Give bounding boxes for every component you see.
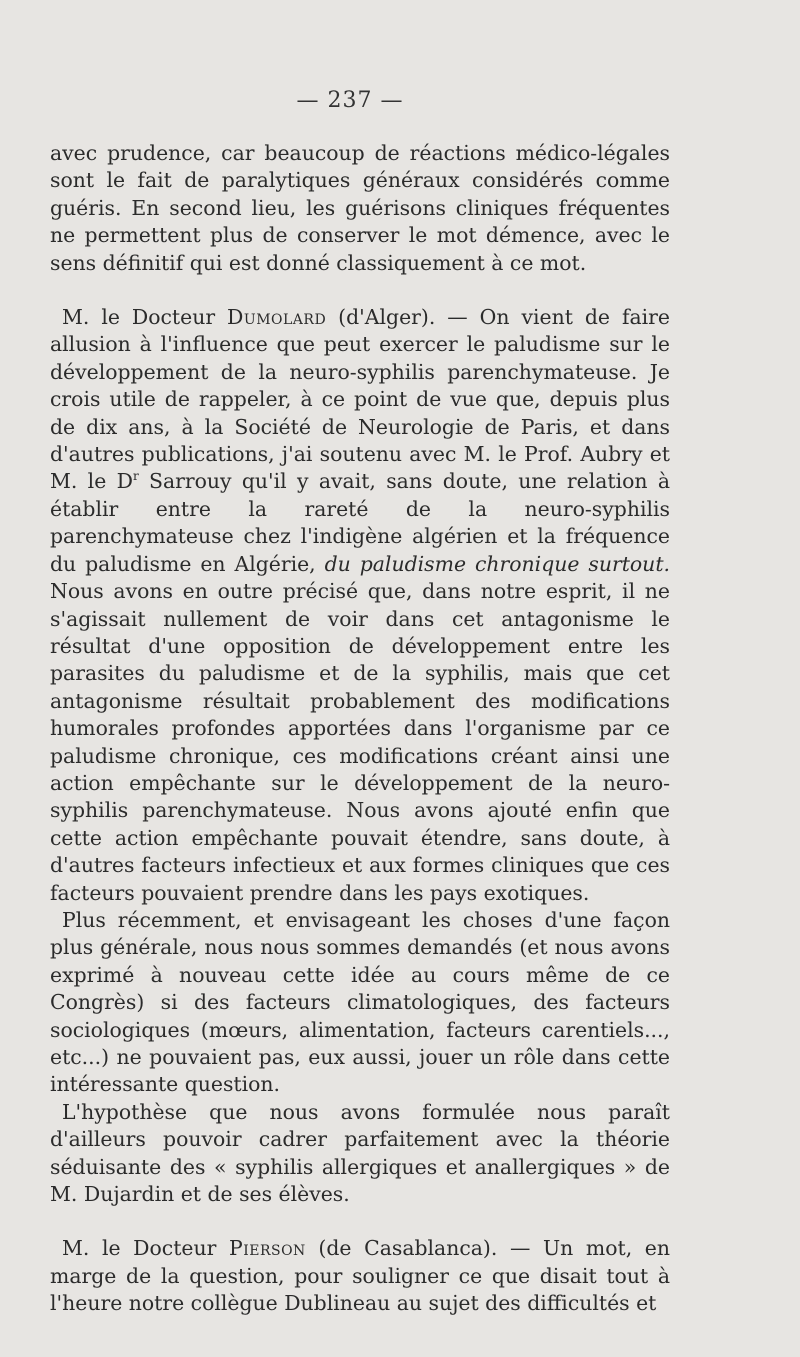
page-number: — 237 — [296, 88, 404, 113]
paragraph-2-text-cont: Sarrouy qu'il y avait, sans doute, une relation à établir entre la rareté de la neuro-syphilis parenchymateuse chez l'indigène algérien et la fréquence du paludisme en Algérie, [50, 469, 670, 576]
doctor-abbrev-sup: r [132, 469, 139, 484]
paragraph-2-text-rest: Nous avons en outre précisé que, dans notre esprit, il ne s'agissait nullement de voir dans cet antagonisme le résultat d'une opposition de développement entre les parasites du paludisme et de la syphilis, mais que cet antagonisme résultait probablement des modifications humorales profondes apportées dans l'organisme par ce paludisme chronique, ces modifications créant ainsi une action empêchante sur le développement de la neuro-syphilis parenchymateuse. Nous avons ajouté enfin que cette action empêchante pouvait étendre, sans doute, à d'autres facteurs infectieux et aux formes cliniques que ces facteurs pouvaient prendre dans les pays exotiques. [50, 579, 670, 905]
paragraph-5-text: (de Casablanca). — Un mot, en marge de la question, pour souligner ce que disait tout à l'heure notre collègue Dublineau au sujet des difficultés et [50, 1236, 670, 1316]
speaker-name-dumolard: Dumolard [227, 305, 327, 330]
paragraph-4: L'hypothèse que nous avons formulée nous paraît d'ailleurs pouvoir cadrer parfaitement avec la théorie séduisante des « syphilis allergiques et anallergiques » de M. Dujardin et de ses élèves. [50, 1099, 670, 1207]
body-text [50, 140, 670, 1318]
paragraph-3: Plus récemment, et envisageant les choses d'une façon plus générale, nous nous sommes demandés (et nous avons exprimé à nouveau cette idée au cours même de ce Congrès) si des facteurs climatologiques, des facteurs sociologiques (mœurs, alimentation, facteurs carentiels..., etc...) ne pouvaient pas, eux aussi, jouer un rôle dans cette intéressante question. [50, 907, 670, 1097]
speaker-prefix: M. le Docteur [62, 1236, 229, 1261]
paragraph-1: avec prudence, car beaucoup de réactions médico-légales sont le fait de paralytiques généraux considérés comme guéris. En second lieu, les guérisons cliniques fréquentes ne permettent plus de conserver le mot démence, avec le sens définitif qui est donné classiquement à ce mot. [50, 141, 670, 275]
speaker-prefix: M. le Docteur [62, 305, 228, 330]
speaker-name-pierson: Pierson [228, 1236, 306, 1261]
paragraph-2-text: (d'Alger). — On vient de faire allusion à l'influence que peut exercer le paludisme sur le développement de la neuro-syphilis parenchymateuse. Je crois utile de rappeler, à ce point de vue que, depuis plus de dix ans, à la Société de Neurologie de Paris, et dans d'autres publications, j'ai soutenu avec M. le Prof. Aubry et M. le D [50, 305, 670, 494]
paragraph-2 [50, 304, 670, 907]
paragraph-5 [50, 1235, 670, 1317]
emphasis-text: du paludisme chronique surtout. [324, 551, 670, 576]
